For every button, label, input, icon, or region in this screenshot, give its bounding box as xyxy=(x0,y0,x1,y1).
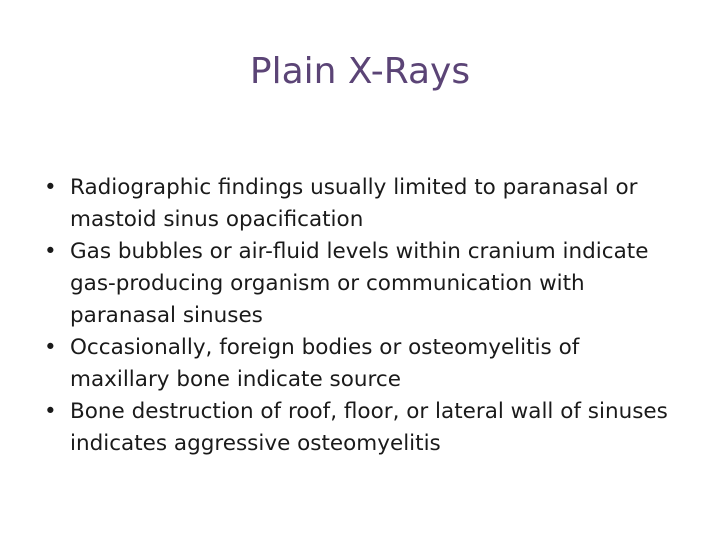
bullet-icon: • xyxy=(44,239,57,264)
bullet-text: Radiographic findings usually limited to paranasal or mastoid sinus opacification xyxy=(70,175,638,232)
bullet-icon: • xyxy=(44,335,57,360)
slide-title: Plain X-Rays xyxy=(249,51,471,92)
bullet-item xyxy=(44,236,684,332)
bullet-item xyxy=(44,396,684,460)
bullet-item xyxy=(44,332,684,396)
bullet-text: Bone destruction of roof, floor, or lateral wall of sinuses indicates aggressive osteomyelitis xyxy=(70,399,668,456)
bullet-item xyxy=(44,172,684,236)
bullet-text: Gas bubbles or air-fluid levels within cranium indicate gas-producing organism or communication with paranasal sinuses xyxy=(70,239,649,328)
bullet-list xyxy=(44,172,684,460)
bullet-icon: • xyxy=(44,175,57,200)
bullet-icon: • xyxy=(44,399,57,424)
bullet-text: Occasionally, foreign bodies or osteomyelitis of maxillary bone indicate source xyxy=(70,335,580,392)
